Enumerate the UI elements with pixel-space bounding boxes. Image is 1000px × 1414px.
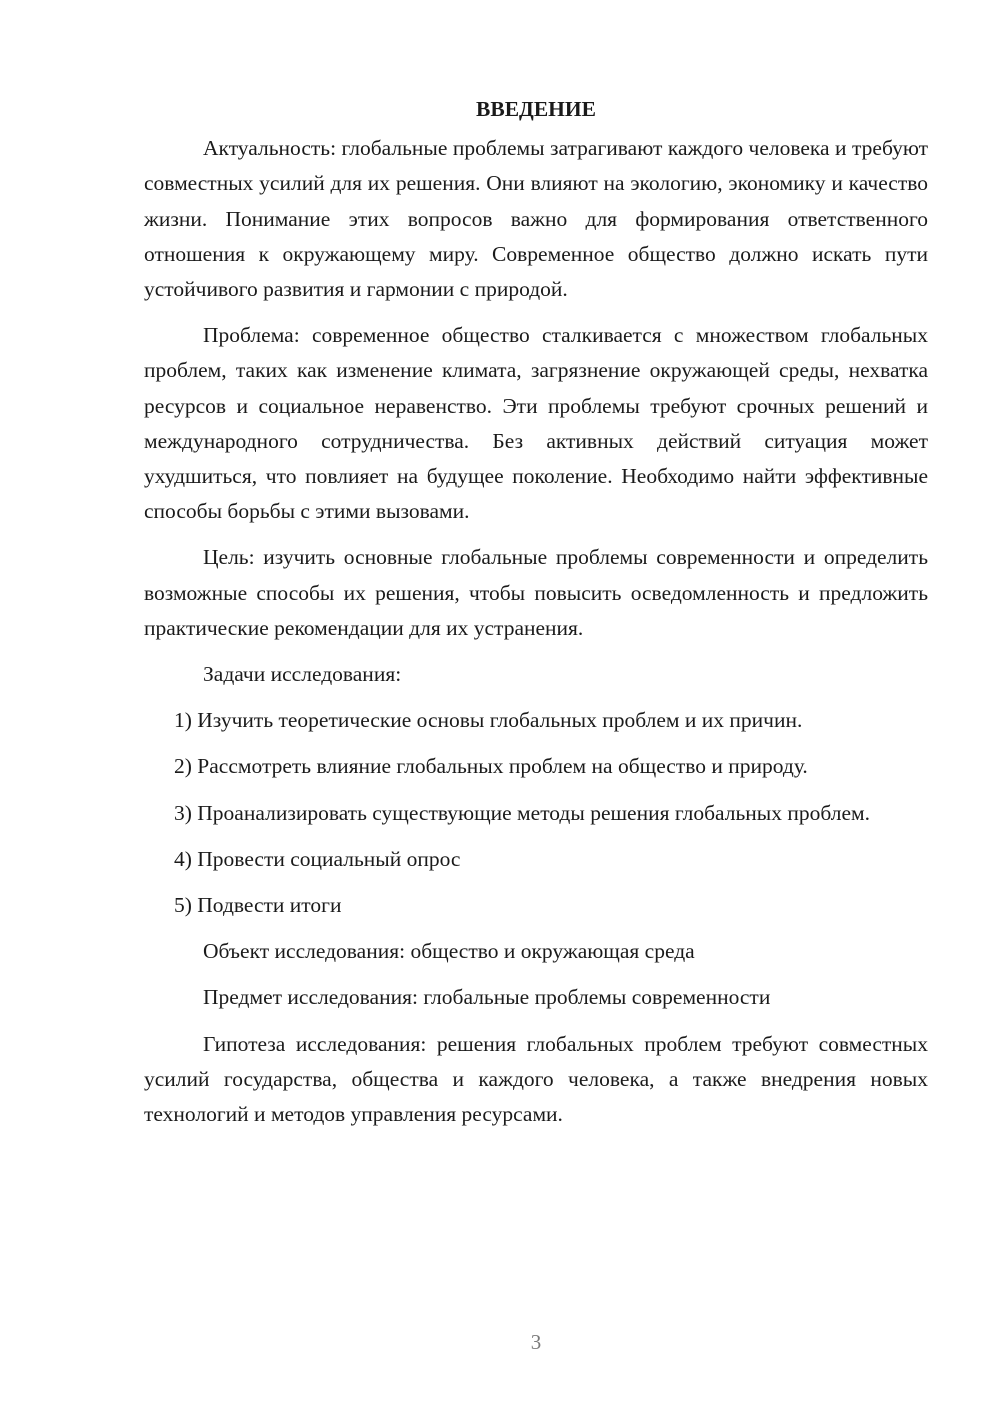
tasks-heading: Задачи исследования: <box>203 662 402 687</box>
task-item: 3) Проанализировать существующие методы решения глобальных проблем. <box>174 800 871 825</box>
research-subject: Предмет исследования: глобальные проблемы современности <box>203 985 771 1010</box>
section-title: ВВЕДЕНИЕ <box>476 97 596 121</box>
goal-paragraph: Цель: изучить основные глобальные проблемы современности и определить возможные способы их решения, чтобы повысить осведомленность и предложить практические рекомендации для их устранения. <box>144 545 928 640</box>
task-item: 2) Рассмотреть влияние глобальных проблем на общество и природу. <box>174 754 808 779</box>
page-number: 3 <box>530 1330 542 1354</box>
task-item: 5) Подвести итоги <box>174 893 342 918</box>
page-content <box>144 92 928 1132</box>
task-item: 4) Провести социальный опрос <box>174 846 461 871</box>
relevance-paragraph: Актуальность: глобальные проблемы затрагивают каждого человека и требуют совместных усилий для их решения. Они влияют на экологию, экономику и качество жизни. Понимание этих вопросов важно для формирования ответственного отношения к окружающему миру. Современное общество должно искать пути устойчивого развития и гармонии с природой. <box>144 136 928 302</box>
research-hypothesis: Гипотеза исследования: решения глобальных проблем требуют совместных усилий государства, общества и каждого человека, а также внедрения новых технологий и методов управления ресурсами. <box>144 1031 928 1127</box>
task-item: 1) Изучить теоретические основы глобальных проблем и их причин. <box>174 708 803 733</box>
problem-paragraph: Проблема: современное общество сталкивается с множеством глобальных проблем, таких как изменение климата, загрязнение окружающей среды, нехватка ресурсов и социальное неравенство. Эти проблемы требуют срочных решений и международного сотрудничества. Без активных действий ситуация может ухудшиться, что повлияет на будущее поколение. Необходимо найти эффективные способы борьбы с этими вызовами. <box>144 323 928 524</box>
research-object: Объект исследования: общество и окружающая среда <box>203 939 695 964</box>
